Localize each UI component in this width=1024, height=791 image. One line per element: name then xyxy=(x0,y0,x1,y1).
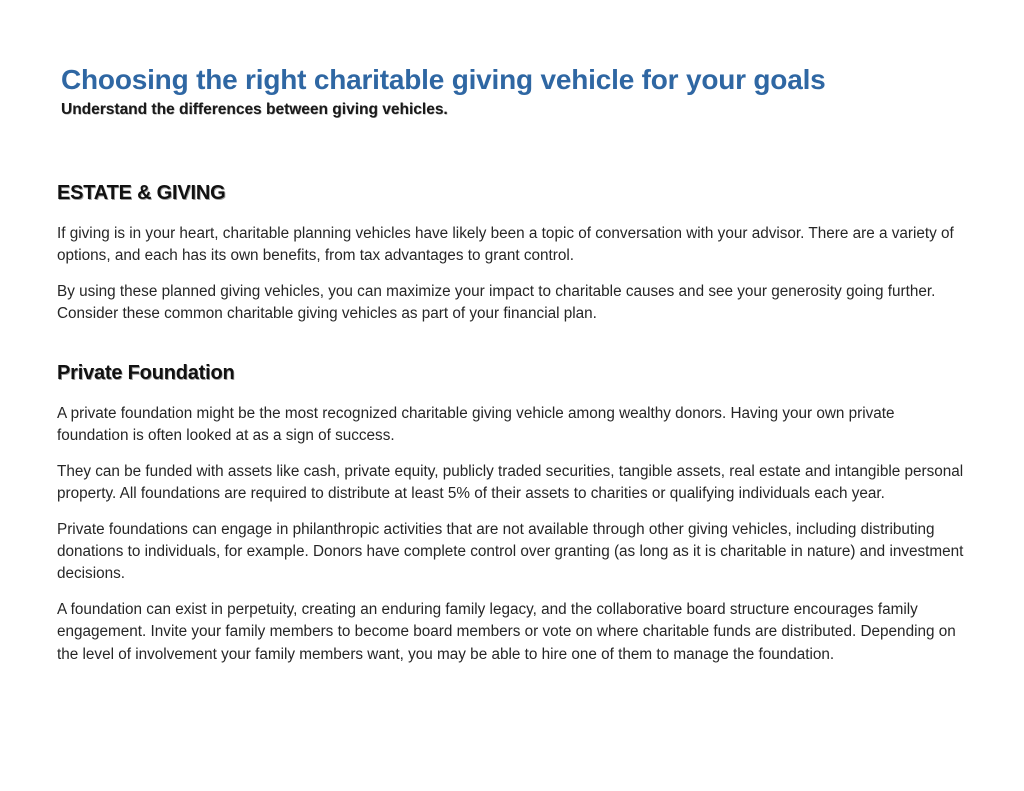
paragraph: A foundation can exist in perpetuity, creating an enduring family legacy, and the collaborative board structure encourages family engagement. Invite your family members to become board members or vote on where charitable funds are distributed. Depending on the level of involvement your family members want, you may be able to hire one of them to manage the foundation. xyxy=(57,600,956,663)
page-title: Choosing the right charitable giving vehicle for your goals xyxy=(61,64,826,95)
page-subtitle: Understand the differences between giving vehicles. xyxy=(61,101,448,118)
paragraph: By using these planned giving vehicles, you can maximize your impact to charitable causes and see your generosity going further. Consider these common charitable giving vehicles as part of your financial plan. xyxy=(57,282,936,323)
paragraph: They can be funded with assets like cash, private equity, publicly traded securities, tangible assets, real estate and intangible personal property. All foundations are required to distribute at least 5% of their assets to charities or qualifying individuals each year. xyxy=(57,462,964,503)
section-private-foundation xyxy=(57,362,967,679)
section-heading: ESTATE & GIVING xyxy=(57,182,226,204)
paragraph: Private foundations can engage in philanthropic activities that are not available through other giving vehicles, including distributing donations to individuals, for example. Donors have complete control over granting (as long as it is charitable in nature) and investment decisions. xyxy=(57,520,964,583)
paragraph: A private foundation might be the most recognized charitable giving vehicle among wealthy donors. Having your own private foundation is often looked at as a sign of success. xyxy=(57,405,895,445)
section-heading: Private Foundation xyxy=(57,362,235,384)
section-estate-giving xyxy=(57,182,967,339)
paragraph: If giving is in your heart, charitable planning vehicles have likely been a topic of conversation with your advisor. There are a variety of options, and each has its own benefits, from tax advantages to grant control. xyxy=(57,225,954,265)
